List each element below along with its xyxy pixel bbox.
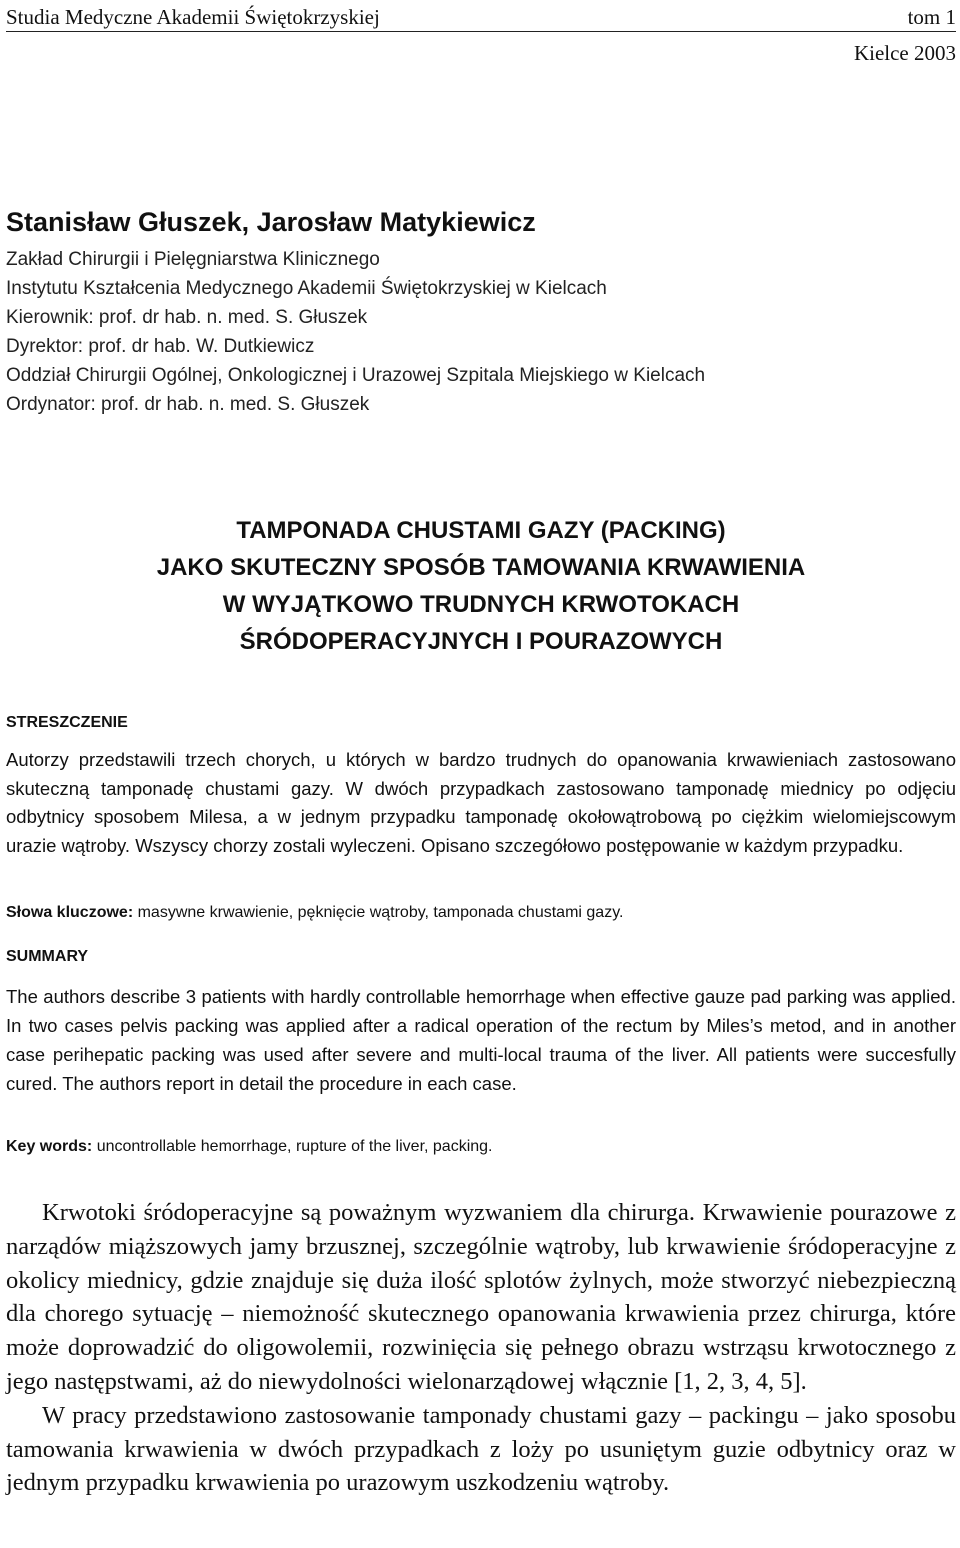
abstract-pl-text: Autorzy przedstawili trzech chorych, u których w bardzo trudnych do opanowania krwawieniach zastosowano skuteczną tamponadę chustami gazy. W dwóch przypadkach zastosowano tamponadę miednicy po odjęciu odbytnicy sposobem Milesa, a w jednym przypadku tamponadę okołowątrobową po ciężkim wielomiejscowym urazie wątroby. Wszyscy chorzy zostali wyleczeni. Opisano szczegółowo postępowanie w każdym przypadku. [6, 749, 956, 856]
title-line: ŚRÓDOPERACYJNYCH I POURAZOWYCH [239, 628, 723, 655]
journal-volume: tom 1 [907, 5, 956, 29]
body-paragraph: Krwotoki śródoperacyjne są poważnym wyzwaniem dla chirurga. Krwawienie pourazowe z narządów miąższowych jamy brzusznej, szczególnie wątroby, lub krwawienie śródoperacyjne z okolicy miednicy, gdzie znajduje się duża ilość splotów żylnych, może stworzyć niebezpieczną dla chorego sytuację – niemożność skutecznego opanowania krwawienia przez chirurga, które może doprowadzić do oligowolemii, rozwinięcia się pełnego obrazu wstrząsu krwotocznego z jego następstwami, aż do niewydolności wielonarządowej włącznie [1, 2, 3, 4, 5]. [6, 1199, 956, 1395]
keywords-pl-values: masywne krwawienie, pęknięcie wątroby, tamponada chustami gazy. [137, 904, 624, 921]
body-text [6, 1196, 956, 1500]
title-line: JAKO SKUTECZNY SPOSÓB TAMOWANIA KRWAWIENIA [156, 554, 806, 581]
body-paragraph: W pracy przedstawiono zastosowanie tamponady chustami gazy – packingu – jako sposobu tamowania krwawienia w dwóch przypadkach z loży po usuniętym guzie odbytnicy oraz w jednym przypadku krwawienia po urazowym uszkodzeniu wątroby. [6, 1401, 956, 1497]
article-title [6, 512, 956, 660]
journal-name: Studia Medyczne Akademii Świętokrzyskiej [6, 5, 380, 29]
abstract-en-text: The authors describe 3 patients with hardly controllable hemorrhage when effective gauze pad parking was applied. In two cases pelvis packing was applied after a radical operation of the rectum by Miles’s metod, and in another case perihepatic packing was used after severe and multi-local trauma of the liver. All patients were succesfully cured. The authors report in detail the procedure in each case. [6, 986, 956, 1094]
affiliation-line: Instytutu Kształcenia Medycznego Akademii Świętokrzyskiej w Kielcach [6, 278, 607, 299]
keywords-en-values: uncontrollable hemorrhage, rupture of the liver, packing. [96, 1138, 493, 1155]
keywords-en [6, 1135, 956, 1159]
title-line: W WYJĄTKOWO TRUDNYCH KRWOTOKACH [222, 591, 740, 618]
header-rule [6, 31, 956, 32]
affiliation-line: Oddział Chirurgii Ogólnej, Onkologicznej i Urazowej Szpitala Miejskiego w Kielcach [6, 365, 706, 386]
abstract-en-heading: SUMMARY [6, 948, 89, 965]
affiliation-line: Ordynator: prof. dr hab. n. med. S. Głuszek [6, 394, 370, 415]
abstract-pl-heading: STRESZCZENIE [6, 714, 128, 731]
keywords-pl [6, 901, 956, 925]
affiliation-block [6, 245, 956, 419]
author-names: Stanisław Głuszek, Jarosław Matykiewicz [6, 207, 536, 237]
journal-city-year: Kielce 2003 [853, 41, 956, 65]
affiliation-line: Kierownik: prof. dr hab. n. med. S. Głuszek [6, 307, 368, 328]
affiliation-line: Zakład Chirurgii i Pielęgniarstwa Klinicznego [6, 249, 380, 270]
keywords-en-label: Key words: [6, 1138, 93, 1155]
affiliation-line: Dyrektor: prof. dr hab. W. Dutkiewicz [6, 336, 315, 357]
title-line: TAMPONADA CHUSTAMI GAZY (PACKING) [236, 517, 726, 544]
article-page [6, 0, 956, 1548]
running-header [6, 4, 956, 30]
keywords-pl-label: Słowa kluczowe: [6, 904, 134, 921]
